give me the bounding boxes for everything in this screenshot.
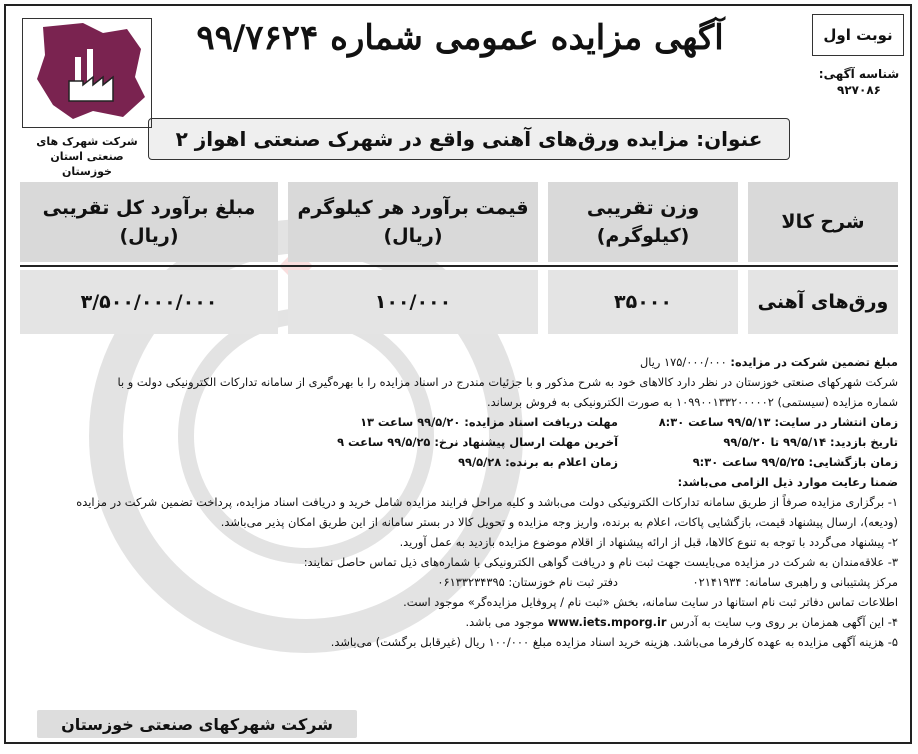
page-subtitle: عنوان: مزایده ورق‌های آهنی واقع در شهرک صنعتی اهواز ۲ — [148, 118, 790, 160]
publish-time: زمان انتشار در سایت: ۹۹/۵/۱۳ ساعت ۸:۳۰ — [658, 415, 898, 429]
cell-weight: ۳۵۰۰۰ — [548, 270, 738, 334]
offer-deadline: آخرین مهلت ارسال پیشنهاد نرخ: ۹۹/۵/۲۵ ساعت ۹ — [337, 435, 618, 449]
notice-body — [22, 352, 898, 652]
website-link[interactable]: www.iets.mporg.ir — [547, 615, 667, 629]
footer-company: شرکت شهرکهای صنعتی خوزستان — [37, 710, 357, 738]
logo-caption — [26, 134, 148, 179]
cell-total-price: ۳/۵۰۰/۰۰۰/۰۰۰ — [20, 270, 278, 334]
notice-title: ضمنا رعایت موارد ذیل الزامی می‌باشد: — [677, 475, 898, 489]
header-weight: وزن تقریبی (کیلوگرم) — [548, 182, 738, 262]
schedule-row-3 — [22, 452, 898, 472]
logo-caption-line2: صنعتی استان خوزستان — [50, 150, 124, 178]
schedule-row-2 — [22, 432, 898, 452]
opening-time: زمان بازگشایی: ۹۹/۵/۲۵ ساعت ۹:۳۰ — [692, 455, 898, 469]
header-description: شرح کالا — [748, 182, 898, 262]
header-unit-price: قیمت برآورد هر کیلوگرم (ریال) — [288, 182, 538, 262]
notice-id-label: شناسه آگهی: — [818, 67, 900, 81]
item-1b: (ودیعه)، ارسال پیشنهاد قیمت، بازگشایی پاکات، اعلام به برنده، واریز وجه مزایده و تحویل کالا در بستر سامانه از این طریق امکان پذیر می‌باشد. — [220, 515, 898, 529]
logo-caption-line1: شرکت شهرک های — [36, 135, 138, 148]
intro-line-2: شماره مزایده (سیستمی) ۱۰۹۹۰۰۱۳۳۲۰۰۰۰۰۲ به صورت الکترونیکی به فروش برساند. — [486, 395, 898, 409]
round-badge: نوبت اول — [812, 14, 904, 56]
item-1a: ۱- برگزاری مزایده صرفاً از طریق سامانه تدارکات الکترونیکی دولت می‌باشد و کلیه مراحل فرایند مزایده شامل خرید و دریافت اسناد مزایده، پرداخت تضمین شرکت در مزایده — [76, 495, 898, 509]
table-divider — [20, 265, 898, 267]
table-row — [20, 270, 898, 334]
khz-office-phone: دفتر ثبت نام خوزستان: ۰۶۱۳۳۲۳۴۳۹۵ — [437, 575, 618, 589]
company-logo — [22, 18, 152, 128]
contact-info: اطلاعات تماس دفاتر ثبت نام استانها در سایت سامانه، بخش «ثبت نام / پروفایل مزایده‌گر» موجود است. — [403, 595, 898, 609]
support-phone: مرکز پشتیبانی و راهبری سامانه: ۰۲۱۴۱۹۳۴ — [692, 575, 898, 589]
item-2: ۲- پیشنهاد می‌گردد با توجه به تنوع کالاها، قبل از ارائه پیشنهاد از اقلام موضوع مزایده بازدید به عمل آورید. — [399, 535, 898, 549]
doc-deadline: مهلت دریافت اسناد مزایده: ۹۹/۵/۲۰ ساعت ۱۳ — [360, 415, 618, 429]
schedule-row-1 — [22, 412, 898, 432]
cell-description: ورق‌های آهنی — [748, 270, 898, 334]
cell-unit-price: ۱۰۰/۰۰۰ — [288, 270, 538, 334]
visit-date: تاریخ بازدید: ۹۹/۵/۱۴ تا ۹۹/۵/۲۰ — [723, 435, 898, 449]
notice-id — [814, 66, 904, 98]
winner-time: زمان اعلام به برنده: ۹۹/۵/۲۸ — [458, 455, 618, 469]
guarantee-line: مبلغ تضمین شرکت در مزایده: ۱۷۵/۰۰۰/۰۰۰ ریال — [639, 355, 898, 369]
items-table — [20, 182, 898, 334]
item-4: ۴- این آگهی همزمان بر روی وب سایت به آدرس www.iets.mporg.ir موجود می باشد. — [465, 615, 898, 629]
table-header-row — [20, 182, 898, 262]
auction-notice — [4, 4, 912, 744]
logo-icon — [23, 19, 151, 127]
header-total-price: مبلغ برآورد کل تقریبی (ریال) — [20, 182, 278, 262]
item-5: ۵- هزینه آگهی مزایده به عهده کارفرما می‌باشد. هزینه خرید اسناد مزایده مبلغ ۱۰۰/۰۰۰ ریال (غیرقابل برگشت) می‌باشد. — [330, 635, 898, 649]
page-title: آگهی مزایده عمومی شماره ۹۹/۷۶۲۴ — [196, 18, 724, 58]
contact-row — [22, 572, 898, 592]
item-3: ۳- علاقه‌مندان به شرکت در مزایده می‌بایست جهت ثبت نام و دریافت گواهی الکترونیکی با شماره‌های ذیل تماس حاصل نمایند: — [303, 555, 898, 569]
intro-line-1: شرکت شهرکهای صنعتی خوزستان در نظر دارد کالاهای خود به شرح مذکور و با جزئیات مندرج در اسناد مزایده را با بهره‌گیری از سامانه تدارکات الکترونیکی دولت و با — [117, 375, 898, 389]
notice-id-value: ۹۲۷۰۸۶ — [837, 83, 881, 97]
